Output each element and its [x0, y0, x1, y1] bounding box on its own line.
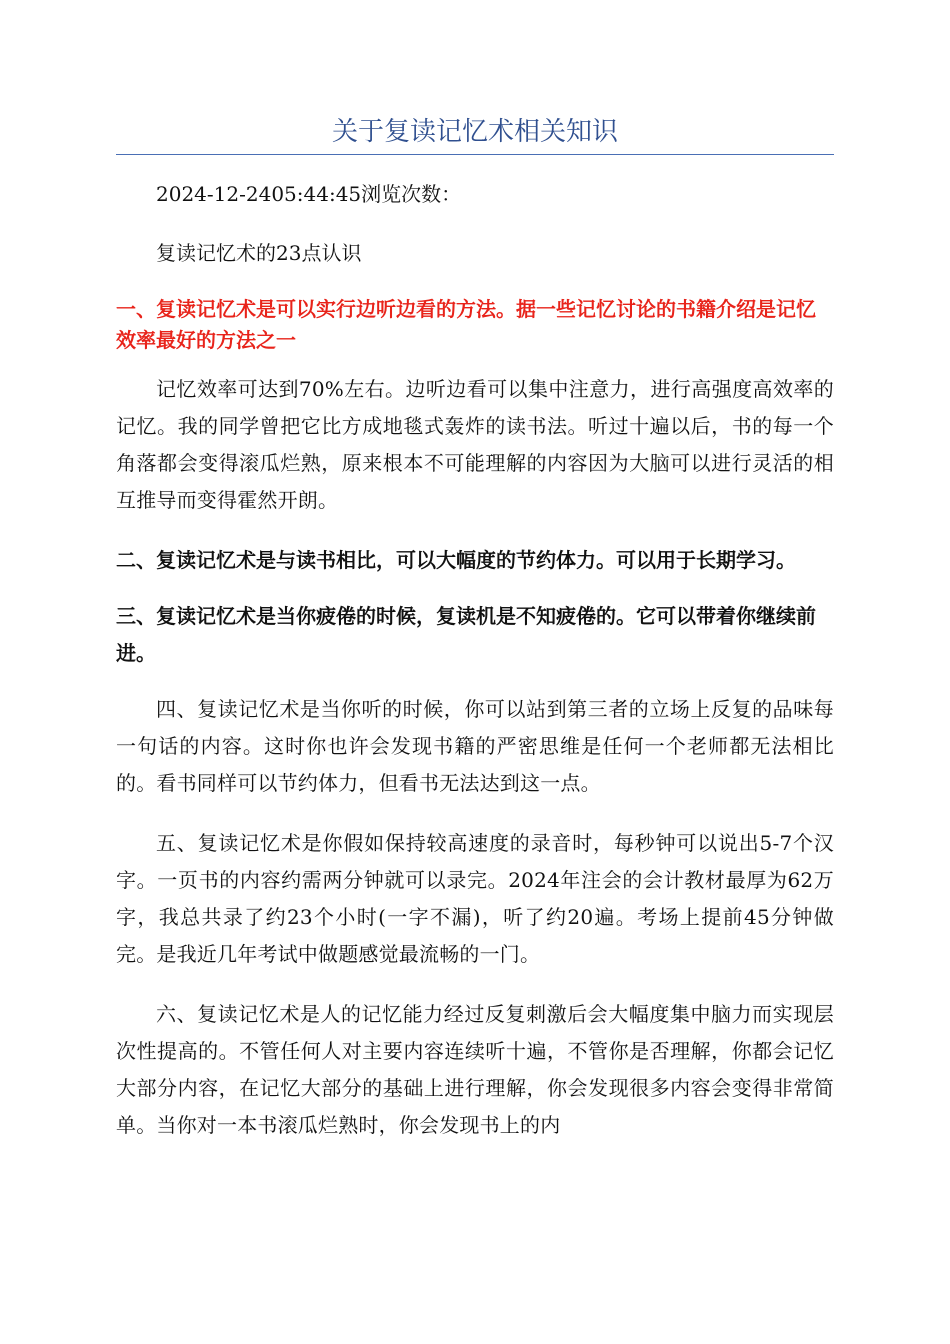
section-heading-3: 三、复读记忆术是当你疲倦的时候，复读机是不知疲倦的。它可以带着你继续前进。	[116, 604, 816, 665]
paragraph-6: 六、复读记忆术是人的记忆能力经过反复刺激后会大幅度集中脑力而实现层次性提高的。不管任何人对主要内容连续听十遍，不管你是否理解，你都会记忆大部分内容，在记忆大部分的基础上进行理解，你会发现很多内容会变得非常简单。当你对一本书滚瓜烂熟时，你会发现书上的内	[116, 1002, 834, 1137]
document-title: 关于复读记忆术相关知识	[331, 117, 618, 147]
title-underline	[116, 154, 834, 155]
paragraph-5: 五、复读记忆术是你假如保持较高速度的录音时，每秒钟可以说出5-7个汉字。一页书的内容约需两分钟就可以录完。2024年注会的会计教材最厚为62万字，我总共录了约23个小时(一字不漏)，听了约20遍。考场上提前45分钟做完。是我近几年考试中做题感觉最流畅的一门。	[116, 831, 834, 966]
meta-line: 2024-12-2405:44:45浏览次数：	[156, 182, 462, 206]
paragraph-4: 四、复读记忆术是当你听的时候，你可以站到第三者的立场上反复的品味每一句话的内容。这时你也许会发现书籍的严密思维是任何一个老师都无法相比的。看书同样可以节约体力，但看书无法达到这一点。	[116, 697, 834, 795]
section-heading-1: 一、复读记忆术是可以实行边听边看的方法。据一些记忆讨论的书籍介绍是记忆效率最好的方法之一	[116, 297, 816, 352]
subtitle: 复读记忆术的23点认识	[156, 241, 362, 265]
paragraph-1: 记忆效率可达到70%左右。边听边看可以集中注意力，进行高强度高效率的记忆。我的同学曾把它比方成地毯式轰炸的读书法。听过十遍以后，书的每一个角落都会变得滚瓜烂熟，原来根本不可能理解的内容因为大脑可以进行灵活的相互推导而变得霍然开朗。	[116, 377, 834, 512]
section-heading-2: 二、复读记忆术是与读书相比，可以大幅度的节约体力。可以用于长期学习。	[116, 548, 796, 572]
document-body	[116, 176, 834, 1167]
